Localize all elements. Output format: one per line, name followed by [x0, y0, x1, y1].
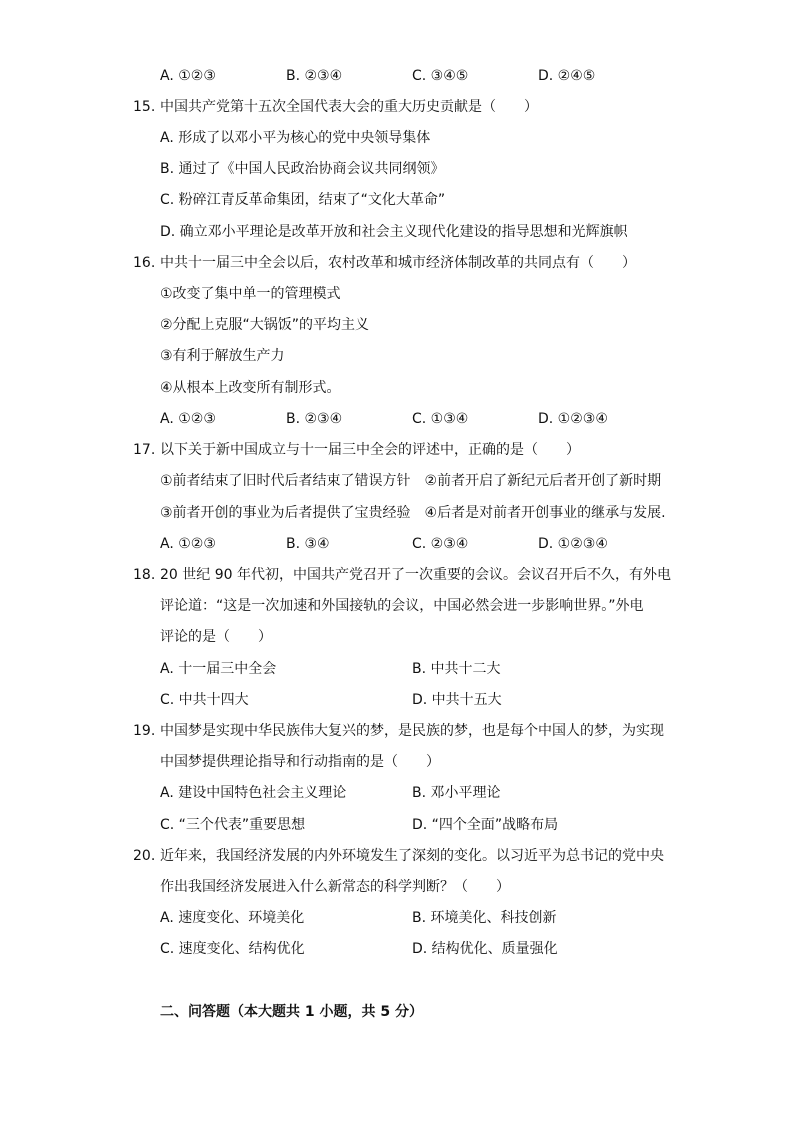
option-d: D. “四个全面”战略布局: [412, 817, 559, 833]
option-d: D. 中共十五大: [412, 692, 502, 708]
option-a: A. ①②③: [160, 536, 216, 552]
option-b: B. ②③④: [286, 68, 343, 84]
statement-item: ①改变了集中单一的管理模式: [160, 286, 341, 302]
option-d: D. 确立邓小平理论是改革开放和社会主义现代化建设的指导思想和光辉旗帜: [160, 224, 628, 240]
question-number: 20.: [133, 848, 156, 864]
statement-item: ④从根本上改变所有制形式。: [160, 380, 341, 396]
option-b: B. ③④: [286, 536, 330, 552]
question-stem: 作出我国经济发展进入什么新常态的科学判断？（ ）: [160, 879, 510, 895]
option-d: D. ①②③④: [538, 411, 608, 427]
question-stem: 20 世纪 90 年代初，中国共产党召开了一次重要的会议。会议召开后不久，有外电: [160, 567, 671, 583]
option-b: B. ②③④: [286, 411, 343, 427]
option-b: B. 邓小平理论: [412, 785, 501, 801]
option-c: C. ③④⑤: [412, 68, 469, 84]
option-c: C. ②③④: [412, 536, 469, 552]
statement-item: ②分配上克服“大锅饭”的平均主义: [160, 317, 370, 333]
option-a: A. 十一届三中全会: [160, 661, 277, 677]
option-a: A. 建设中国特色社会主义理论: [160, 785, 347, 801]
option-a: A. ①②③: [160, 411, 216, 427]
question-stem: 中国梦提供理论指导和行动指南的是（ ）: [160, 754, 440, 770]
question-number: 19.: [133, 723, 156, 739]
option-b: B. 环境美化、科技创新: [412, 910, 557, 926]
option-a: A. 速度变化、环境美化: [160, 910, 305, 926]
statement-item: ①前者结束了旧时代后者结束了错误方针 ②前者开启了新纪元后者开创了新时期: [160, 473, 662, 489]
question-stem: 评论的是（ ）: [160, 629, 272, 645]
option-c: C. ①③④: [412, 411, 469, 427]
question-stem: 中国梦是实现中华民族伟大复兴的梦，是民族的梦，也是每个中国人的梦，为实现: [160, 723, 664, 739]
option-b: B. 中共十二大: [412, 661, 501, 677]
option-c: C. 中共十四大: [160, 692, 249, 708]
question-stem: 以下关于新中国成立与十一届三中全会的评述中，正确的是（ ）: [160, 442, 580, 458]
option-b: B. 通过了《中国人民政治协商会议共同纲领》: [160, 161, 445, 177]
option-d: D. 结构优化、质量强化: [412, 941, 558, 957]
question-stem: 评论道：“这是一次加速和外国接轨的会议，中国必然会进一步影响世界。”外电: [160, 598, 644, 614]
question-stem: 中共十一届三中全会以后，农村改革和城市经济体制改革的共同点有（ ）: [160, 255, 636, 271]
option-d: D. ①②③④: [538, 536, 608, 552]
question-number: 16.: [133, 255, 156, 271]
question-stem: 中国共产党第十五次全国代表大会的重大历史贡献是（ ）: [160, 99, 538, 115]
option-a: A. ①②③: [160, 68, 216, 84]
statement-item: ③有利于解放生产力: [160, 348, 285, 364]
option-d: D. ②④⑤: [538, 68, 596, 84]
option-a: A. 形成了以邓小平为核心的党中央领导集体: [160, 130, 431, 146]
option-c: C. 速度变化、结构优化: [160, 941, 305, 957]
question-number: 18.: [133, 567, 156, 583]
question-number: 15.: [133, 99, 156, 115]
option-c: C. 粉碎江青反革命集团，结束了“文化大革命”: [160, 192, 446, 208]
question-number: 17.: [133, 442, 156, 458]
question-stem: 近年来，我国经济发展的内外环境发生了深刻的变化。以习近平为总书记的党中央: [160, 848, 664, 864]
section-heading: 二、问答题（本大题共 1 小题，共 5 分）: [160, 1004, 423, 1020]
option-c: C. “三个代表”重要思想: [160, 817, 306, 833]
statement-item: ③前者开创的事业为后者提供了宝贵经验 ④后者是对前者开创事业的继承与发展.: [160, 505, 666, 521]
